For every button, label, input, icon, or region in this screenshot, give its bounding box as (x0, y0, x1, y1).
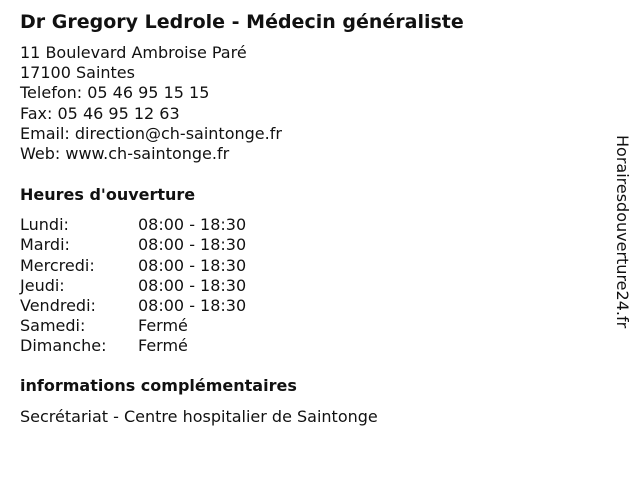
hours-table (20, 215, 600, 356)
hours-row-sunday (20, 336, 600, 356)
email-link[interactable]: direction@ch-saintonge.fr (74, 123, 282, 143)
hours-value: Fermé (138, 336, 188, 356)
hours-value: Fermé (138, 316, 188, 336)
day-label: Mercredi: (20, 255, 95, 275)
day-label: Jeudi: (20, 275, 65, 295)
hours-value: 08:00 - 18:30 (138, 215, 247, 235)
hours-heading: Heures d'ouverture (20, 185, 196, 205)
phone-line (20, 83, 600, 103)
email-line (20, 124, 600, 144)
hours-row-wednesday (20, 256, 600, 276)
hours-row-tuesday (20, 235, 600, 255)
hours-row-monday (20, 215, 600, 235)
web-label: Web: (20, 144, 61, 164)
email-label: Email: (20, 123, 70, 143)
hours-value: 08:00 - 18:30 (138, 255, 247, 275)
day-label: Vendredi: (20, 296, 96, 316)
hours-row-thursday (20, 276, 600, 296)
fax-label: Fax: (20, 103, 53, 123)
phone-label: Telefon: (20, 83, 83, 103)
web-link[interactable]: www.ch-saintonge.fr (65, 144, 230, 164)
info-heading: informations complémentaires (20, 375, 297, 395)
site-watermark: Horairesdouverture24.fr (613, 135, 632, 329)
phone-number[interactable]: 05 46 95 15 15 (87, 83, 210, 103)
day-label: Dimanche: (20, 336, 107, 356)
page-title: Dr Gregory Ledrole - Médecin généraliste (20, 11, 464, 33)
fax-number: 05 46 95 12 63 (57, 103, 180, 123)
contact-details (20, 43, 600, 164)
hours-row-friday (20, 296, 600, 316)
address-line-2: 17100 Saintes (20, 63, 135, 83)
info-text: Secrétariat - Centre hospitalier de Saintonge (20, 406, 378, 426)
day-label: Samedi: (20, 316, 86, 336)
hours-value: 08:00 - 18:30 (138, 296, 247, 316)
hours-value: 08:00 - 18:30 (138, 235, 247, 255)
fax-line (20, 104, 600, 124)
web-line (20, 144, 600, 164)
address-line-1: 11 Boulevard Ambroise Paré (20, 43, 247, 62)
hours-row-saturday (20, 316, 600, 336)
day-label: Mardi: (20, 235, 70, 255)
hours-value: 08:00 - 18:30 (138, 275, 247, 295)
day-label: Lundi: (20, 215, 69, 235)
doctor-listing (20, 8, 600, 427)
